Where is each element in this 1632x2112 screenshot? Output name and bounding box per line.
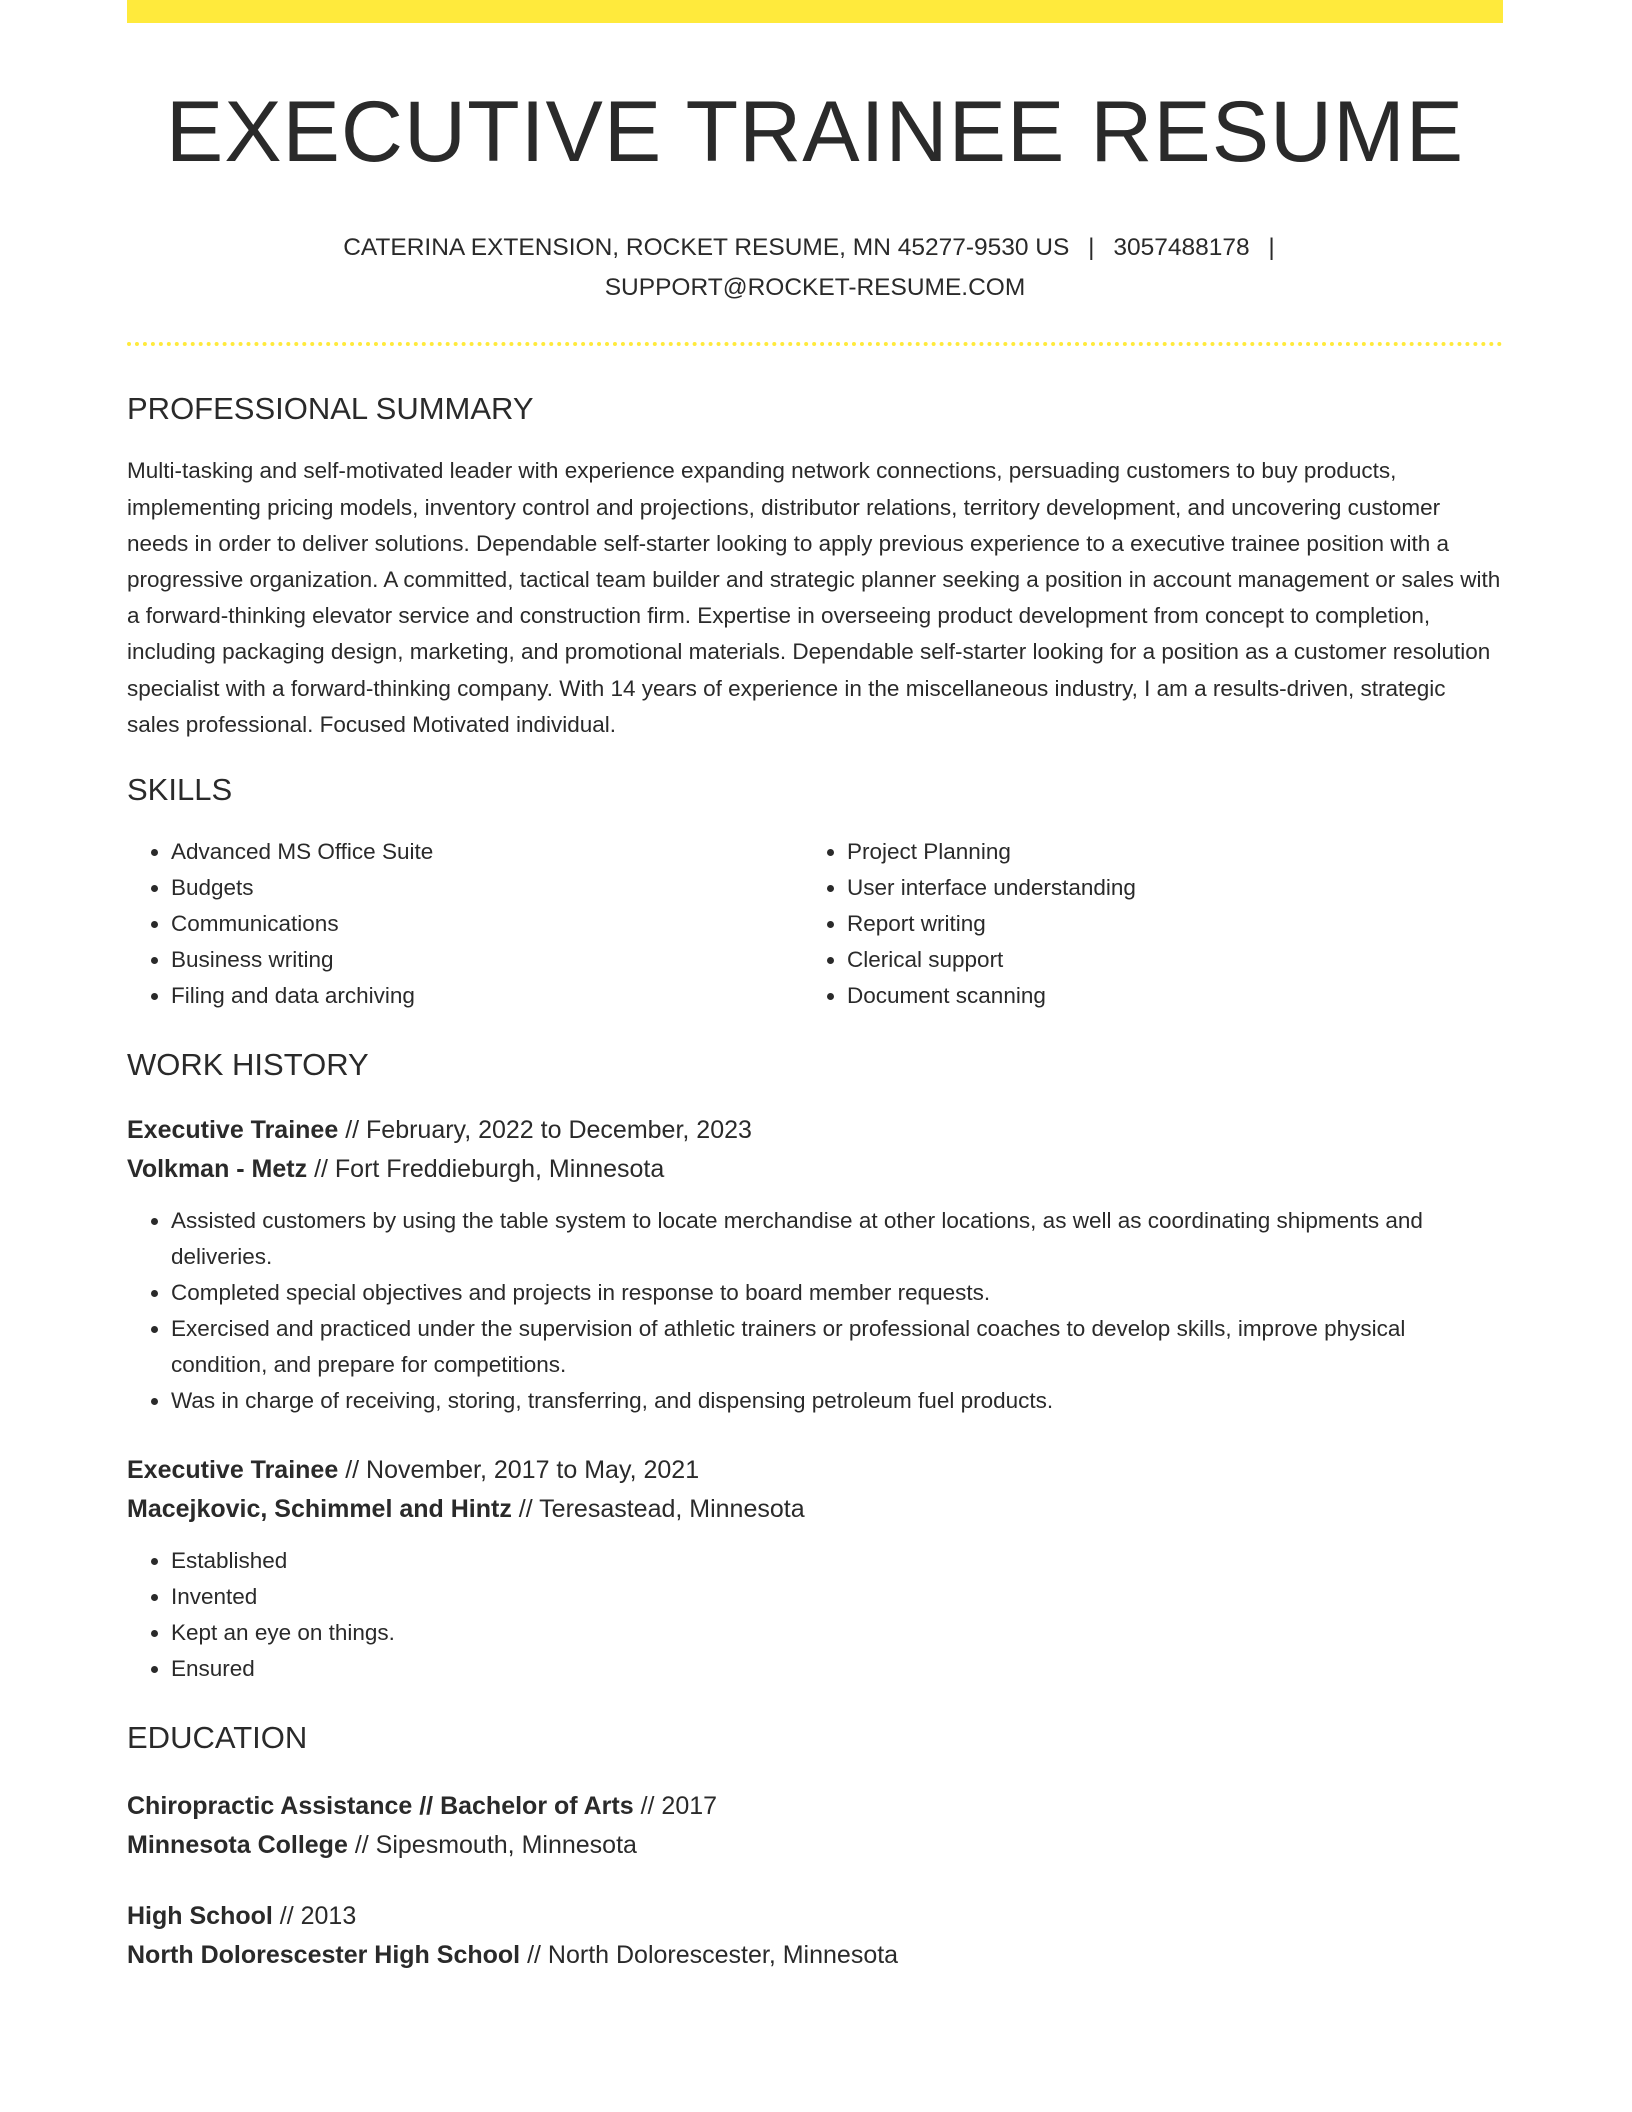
job-bullet: • Completed special objectives and projects in response to board member requests. [171, 1275, 1503, 1311]
education-school: Minnesota College [127, 1830, 348, 1859]
job-bullets [127, 1203, 1503, 1419]
job-bullets [127, 1543, 1503, 1687]
header-divider [127, 342, 1503, 346]
education-location: // Sipesmouth, Minnesota [354, 1830, 637, 1859]
job-bullet: • Established [171, 1543, 1503, 1579]
skill-item: • Document scanning [847, 978, 1479, 1014]
education-school-line [127, 1936, 1503, 1975]
education-year: // 2013 [279, 1901, 357, 1930]
education-degree: Chiropractic Assistance // Bachelor of Arts [127, 1791, 634, 1820]
job-entry [127, 1451, 1503, 1687]
skill-item: • Report writing [847, 906, 1479, 942]
job-role-line [127, 1451, 1503, 1490]
job-bullet: • Invented [171, 1579, 1503, 1615]
job-company-line [127, 1150, 1503, 1189]
job-company: Macejkovic, Schimmel and Hintz [127, 1495, 512, 1524]
job-bullet: • Kept an eye on things. [171, 1615, 1503, 1651]
contact-phone: 3057488178 [1113, 234, 1250, 262]
skill-item: • Advanced MS Office Suite [171, 834, 803, 870]
job-entry [127, 1111, 1503, 1419]
skill-item: • Budgets [171, 870, 803, 906]
job-company: Volkman - Metz [127, 1155, 308, 1184]
contact-info [305, 228, 1325, 308]
job-bullet: • Ensured [171, 1651, 1503, 1687]
summary-text: Multi-tasking and self-motivated leader with experience expanding network connections, persuading customers to buy products, implementing pricing models, inventory control and projections, distributor relations, territory development, and uncovering customer needs in order to deliver solutions. Dependable self-starter looking to apply previous experience to a executive trainee position with a progressive organization. A committed, tactical team builder and strategic planner seeking a position in account management or sales with a forward-thinking elevator service and construction firm. Expertise in overseeing product development from concept to completion, including packaging design, marketing, and promotional materials. Dependable self-starter looking for a position as a customer resolution specialist with a forward-thinking company. With 14 years of experience in the miscellaneous industry, I am a results-driven, strategic sales professional. Focused Motivated individual. [127, 458, 1501, 737]
contact-email: SUPPORT@ROCKET-RESUME.COM [604, 274, 1026, 302]
job-bullet: • Assisted customers by using the table system to locate merchandise at other locations, as well as coordinating shipments and deliveries. [171, 1203, 1503, 1275]
education-school: North Dolorescester High School [127, 1940, 521, 1969]
job-location: // Fort Freddieburgh, Minnesota [314, 1155, 665, 1184]
job-bullet: • Was in charge of receiving, storing, transferring, and dispensing petroleum fuel products. [171, 1383, 1503, 1419]
skill-item: • Filing and data archiving [171, 978, 803, 1014]
top-accent-bar [127, 0, 1503, 23]
job-role-line [127, 1111, 1503, 1150]
skill-item: • Clerical support [847, 942, 1479, 978]
skill-item: • Project Planning [847, 834, 1479, 870]
education-degree-line [127, 1897, 1503, 1936]
skill-item: • Communications [171, 906, 803, 942]
skill-item: • Business writing [171, 942, 803, 978]
job-bullet: • Exercised and practiced under the supervision of athletic trainers or professional coaches to develop skills, improve physical condition, and prepare for competitions. [171, 1311, 1503, 1383]
job-company-line [127, 1490, 1503, 1529]
contact-address: CATERINA EXTENSION, ROCKET RESUME, MN 45277-9530 US [343, 234, 1070, 262]
education-entry [127, 1787, 1503, 1865]
education-degree: High School [127, 1901, 273, 1930]
job-dates: // November, 2017 to May, 2021 [345, 1456, 700, 1485]
resume-title: EXECUTIVE TRAINEE RESUME [165, 84, 1465, 180]
skill-item: • User interface understanding [847, 870, 1479, 906]
section-title-summary: PROFESSIONAL SUMMARY [127, 391, 534, 427]
contact-separator: | [1268, 234, 1275, 262]
section-title-education: EDUCATION [127, 1720, 308, 1756]
job-role: Executive Trainee [127, 1456, 339, 1485]
education-year: // 2017 [640, 1791, 718, 1820]
job-role: Executive Trainee [127, 1116, 339, 1145]
contact-separator: | [1088, 234, 1095, 262]
skills-list-right [803, 834, 1479, 1014]
education-location: // North Dolorescester, Minnesota [527, 1940, 899, 1969]
job-location: // Teresastead, Minnesota [518, 1495, 805, 1524]
education-degree-line [127, 1787, 1503, 1826]
skills-list-left [127, 834, 803, 1014]
section-title-work-history: WORK HISTORY [127, 1047, 369, 1083]
education-school-line [127, 1826, 1503, 1865]
education-entry [127, 1897, 1503, 1975]
job-dates: // February, 2022 to December, 2023 [345, 1116, 752, 1145]
resume-page [127, 0, 1503, 1975]
section-title-skills: SKILLS [127, 772, 233, 807]
skills-grid [127, 834, 1503, 1014]
